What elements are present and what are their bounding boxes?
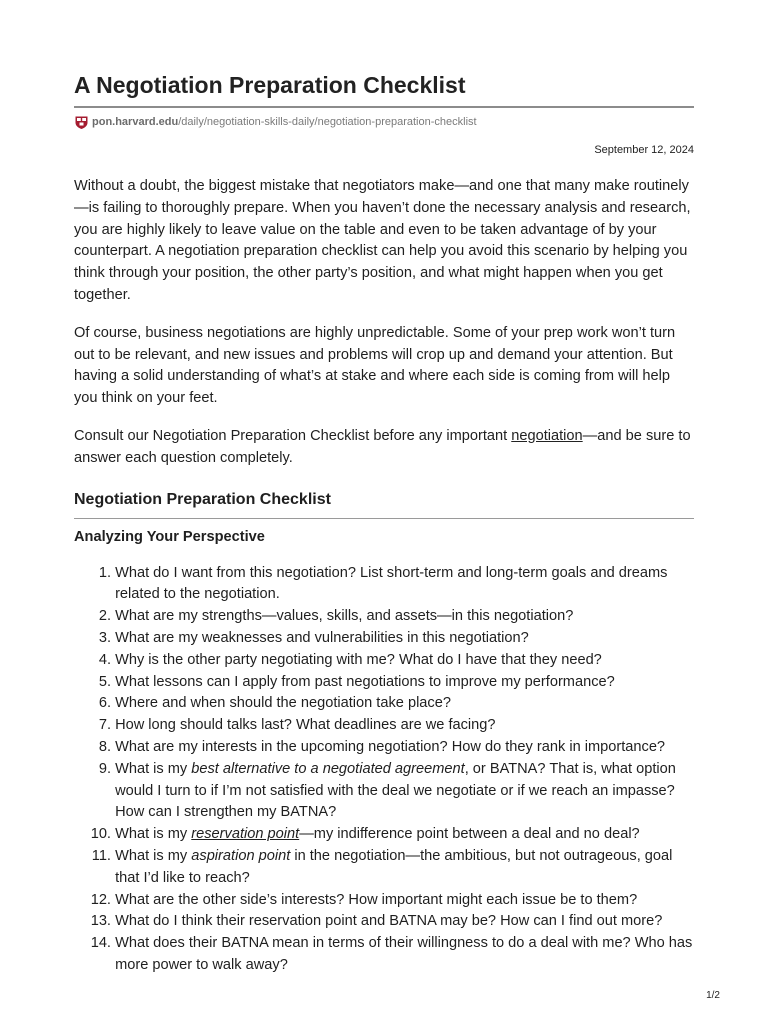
item-text: What does their BATNA mean in terms of their willingness to do a deal with me? Who has more power to walk away?: [115, 935, 693, 973]
list-item: [74, 824, 694, 846]
list-item: [74, 737, 694, 759]
context-paragraph: Of course, business negotiations are highly unpredictable. Some of your prep work won’t turn out to be relevant, and new issues and problems will crop up and demand your attention. But having a solid understanding of what’s at stake and where each side is coming from will help you think on your feet.: [74, 324, 676, 407]
negotiation-link[interactable]: negotiation: [511, 427, 583, 444]
list-item: [74, 846, 694, 890]
intro-paragraph: Without a doubt, the biggest mistake that negotiators make—and one that many make routinely—is failing to thoroughly prepare. When you haven’t done the necessary analysis and research, you are highly likely to leave value on the table and even to be taken advantage of by your counterpart. A negotiation preparation checklist can help you avoid this scenario by helping you think through your position, the other party’s position, and what might happen when you get together.: [74, 178, 691, 303]
item-text: What are the other side’s interests? How important might each issue be to them?: [115, 891, 638, 908]
item-text: What are my weaknesses and vulnerabilities in this negotiation?: [115, 629, 529, 646]
list-item: [74, 693, 694, 715]
item-number: 12.: [90, 891, 111, 908]
item-number: 7.: [98, 717, 111, 734]
source-line: [74, 114, 694, 130]
list-item: [74, 933, 694, 977]
item-number: 3.: [98, 629, 111, 646]
page-number: 1/2: [706, 990, 720, 1001]
item-text: What lessons can I apply from past negotiations to improve my performance?: [115, 673, 615, 690]
consult-text-before: Consult our Negotiation Preparation Checklist before any important: [74, 427, 512, 444]
list-item: [74, 628, 694, 650]
item-number: 14.: [90, 935, 111, 952]
list-item: [74, 759, 694, 824]
item-number: 10.: [90, 826, 111, 843]
item-number: 13.: [90, 913, 111, 930]
item-text: Why is the other party negotiating with me? What do I have that they need?: [115, 651, 602, 668]
item-text: What are my strengths—values, skills, and assets—in this negotiation?: [115, 608, 574, 625]
list-item: [74, 715, 694, 737]
subheading: Analyzing Your Perspective: [74, 528, 265, 545]
item-text-pre: What is my: [115, 760, 192, 777]
item-number: 11.: [91, 847, 111, 864]
item-text: What are my interests in the upcoming negotiation? How do they rank in importance?: [115, 738, 666, 755]
consult-text-after: —and be sure to answer each question completely.: [74, 427, 691, 466]
item-number: 6.: [98, 695, 111, 712]
item-text: What do I think their reservation point and BATNA may be? How can I find out more?: [115, 913, 663, 930]
source-host: pon.harvard.edu: [92, 116, 179, 128]
article: [74, 70, 694, 977]
item-number: 2.: [98, 608, 111, 625]
harvard-shield-icon: [74, 115, 89, 130]
checklist: [74, 563, 694, 977]
item-text: How long should talks last? What deadlines are we facing?: [115, 717, 496, 734]
item-text: Where and when should the negotiation take place?: [115, 695, 451, 712]
section-heading: Negotiation Preparation Checklist: [74, 488, 694, 519]
item-text: [115, 846, 694, 890]
item-number: 4.: [98, 651, 111, 668]
item-text: [115, 824, 694, 846]
item-text-pre: What is my: [115, 847, 192, 864]
item-text-post: in the negotiation—the ambitious, but not outrageous, goal that I’d like to reach?: [115, 847, 673, 886]
item-text: What do I want from this negotiation? List short-term and long-term goals and dreams related to the negotiation.: [115, 564, 668, 603]
item-text: [115, 759, 694, 824]
item-number: 9.: [98, 760, 111, 777]
item-text-post: —my indifference point between a deal and no deal?: [299, 826, 640, 843]
consult-paragraph: [74, 426, 694, 470]
item-number: 8.: [98, 738, 111, 755]
batna-term: best alternative to a negotiated agreement: [191, 760, 465, 777]
list-item: [74, 650, 694, 672]
list-item: [74, 672, 694, 694]
list-item: [74, 890, 694, 912]
aspiration-point-term: aspiration point: [191, 847, 291, 864]
list-item: [74, 563, 694, 607]
list-item: [74, 606, 694, 628]
item-number: 5.: [98, 673, 111, 690]
reservation-point-link[interactable]: reservation point: [191, 826, 300, 843]
item-text-pre: What is my: [115, 826, 192, 843]
list-item: [74, 911, 694, 933]
publish-date: September 12, 2024: [594, 144, 694, 156]
page-title: A Negotiation Preparation Checklist: [74, 70, 694, 108]
source-path: /daily/negotiation-skills-daily/negotiation-preparation-checklist: [178, 116, 477, 128]
item-text-post: , or BATNA? That is, what option would I turn to if I’m not satisfied with the deal we negotiate or if we reach an impasse? How can I strengthen my BATNA?: [115, 760, 676, 821]
item-number: 1.: [98, 564, 111, 581]
